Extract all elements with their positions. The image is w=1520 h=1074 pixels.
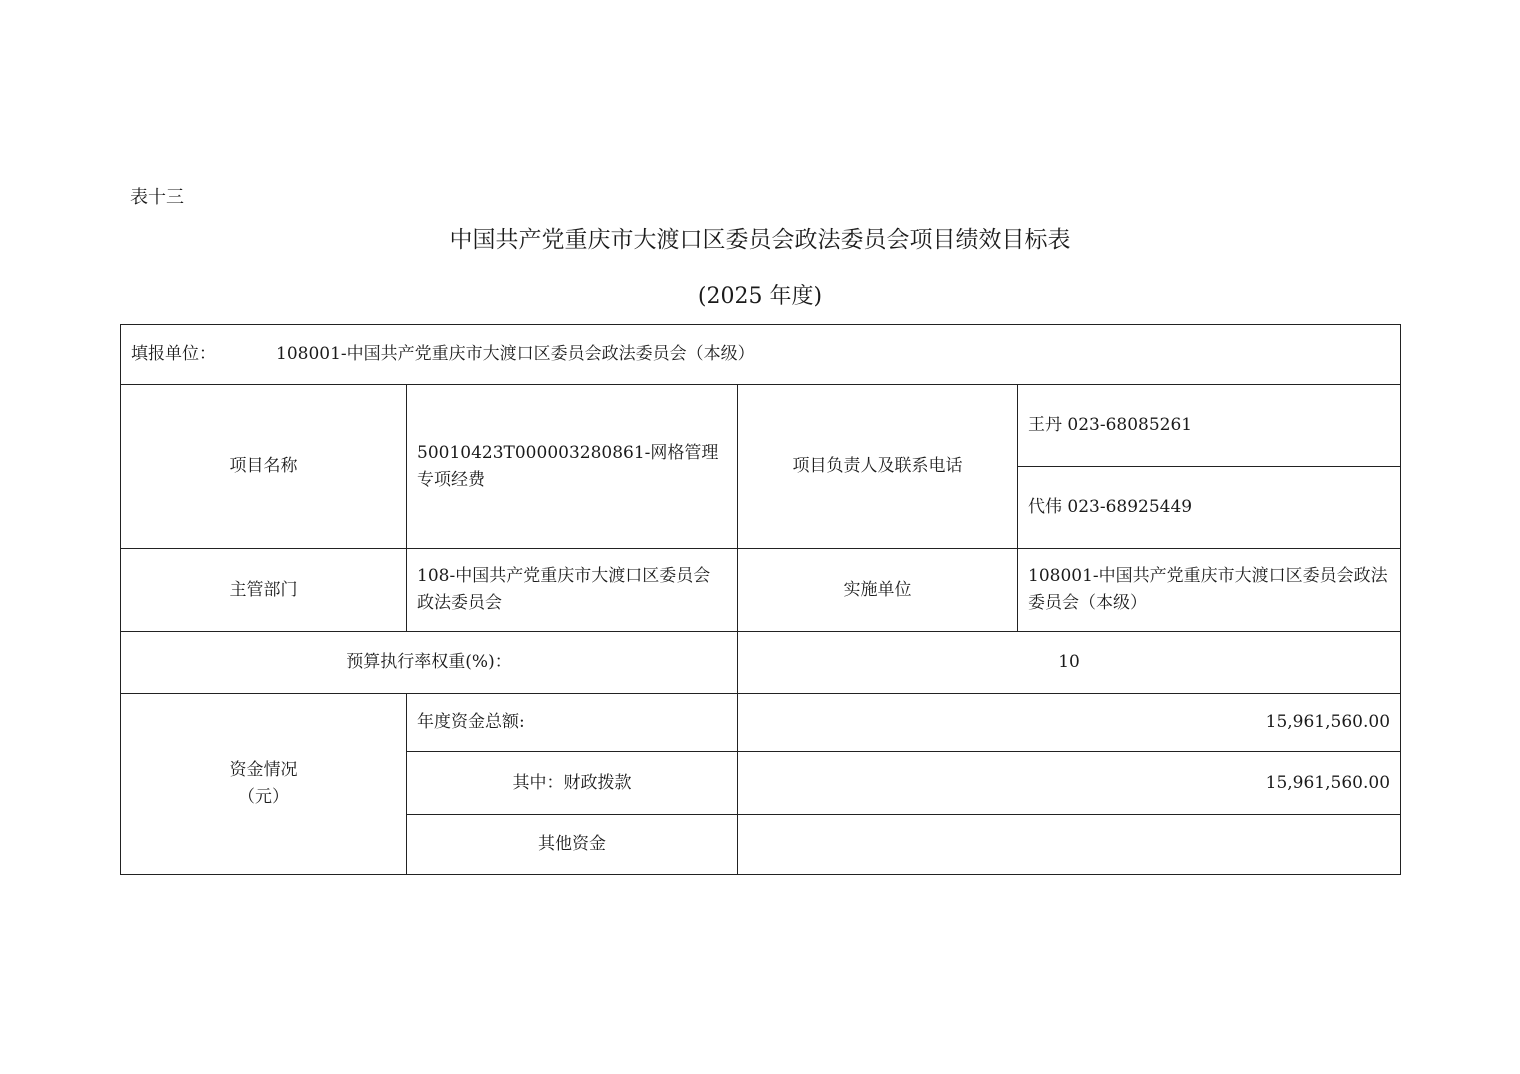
budget-weight-value: 10 [738,632,1401,694]
document-title: 中国共产党重庆市大渡口区委员会政法委员会项目绩效目标表 [449,227,1071,253]
table-number: 表十三 [130,187,184,208]
other-funds-value [738,815,1401,875]
contact-2: 代伟 023-68925449 [1018,467,1401,549]
project-name-value: 50010423T000003280861-网格管理专项经费 [407,385,738,549]
implementing-unit-value: 108001-中国共产党重庆市大渡口区委员会政法委员会（本级） [1018,549,1401,632]
fiscal-value: 15,961,560.00 [738,752,1401,815]
funds-label [121,694,407,875]
annual-total-label: 年度资金总额: [407,694,738,752]
department-row [121,549,1401,632]
reporting-unit-cell [121,325,1401,385]
project-name-label: 项目名称 [121,385,407,549]
fiscal-label: 其中：财政拨款 [407,752,738,815]
department-label: 主管部门 [121,549,407,632]
performance-target-table [120,324,1401,875]
reporting-unit-value: 108001-中国共产党重庆市大渡口区委员会政法委员会（本级） [276,344,755,364]
implementing-unit-label: 实施单位 [738,549,1018,632]
budget-weight-label: 预算执行率权重(%)： [121,632,738,694]
reporting-unit-label: 填报单位： [131,344,216,364]
other-funds-label: 其他资金 [407,815,738,875]
funds-label-line1: 资金情况 [229,760,298,780]
reporting-unit-row [121,325,1401,385]
document-year: (2025 年度) [697,284,823,309]
project-row-1 [121,385,1401,467]
annual-total-row [121,694,1401,752]
contact-1: 王丹 023-68085261 [1018,385,1401,467]
funds-label-line2: （元） [238,787,289,807]
budget-weight-row [121,632,1401,694]
contact-label: 项目负责人及联系电话 [738,385,1018,549]
department-value: 108-中国共产党重庆市大渡口区委员会政法委员会 [407,549,738,632]
annual-total-value: 15,961,560.00 [738,694,1401,752]
